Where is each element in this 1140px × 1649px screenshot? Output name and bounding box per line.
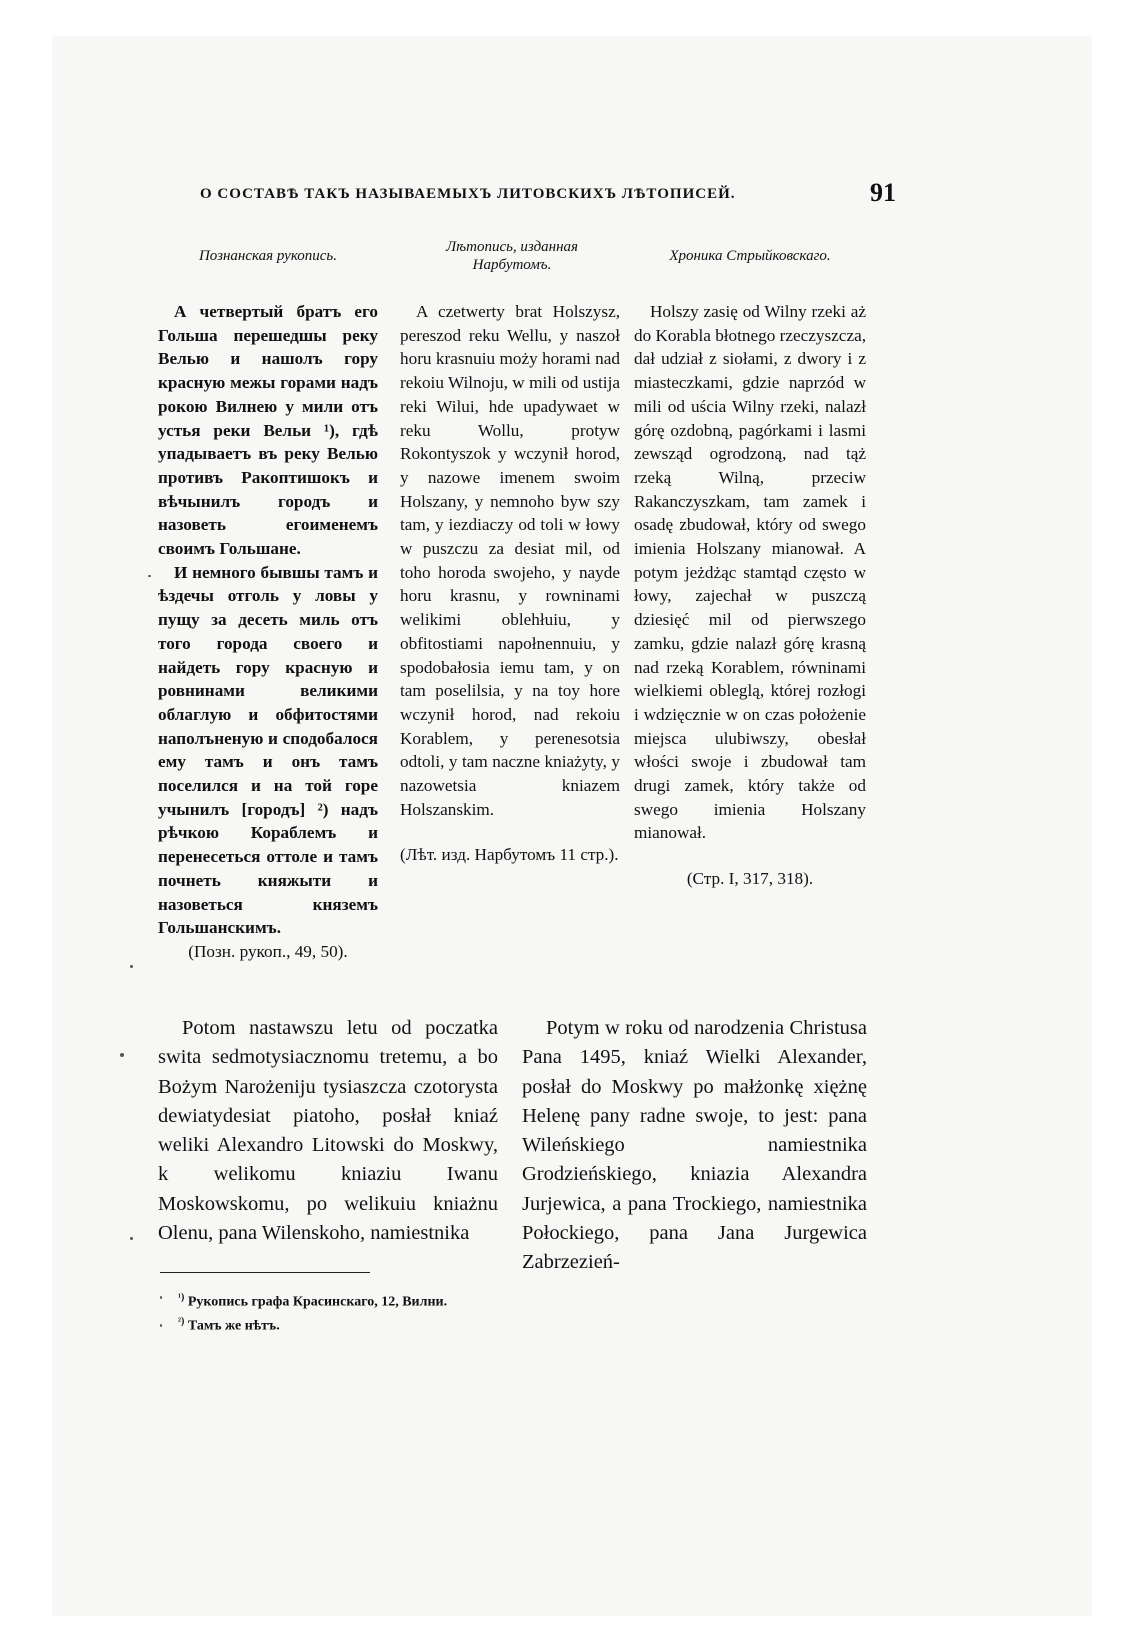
russian-paragraph-2: И немного бывшы тамъ и ѣздечы отголь у ловы у пущу за десеть миль отъ того города своего и найдеть гору красную и ровнинами великими облаглую и обфитостями наполъненую и сподобалося ему тамъ и онъ тамъ поселился и на той горе учынилъ [городъ] ²) надъ рѣчкою Кораблемъ и перенесеться оттоле и тамъ почнеть княжыти и назоветься княземъ Гольшанскимъ. xyxy=(158,562,378,938)
scan-speck xyxy=(160,1324,162,1327)
column-heading-stryjkowski: Хроника Стрыйковскаго. xyxy=(669,248,831,264)
scan-speck xyxy=(120,1053,124,1057)
footnote-2-mark: ²) xyxy=(178,1316,185,1327)
scan-speck xyxy=(130,1237,133,1240)
bottom-left-paragraph: Potom nastawszu letu od poczatka swita sedmotysiacznomu tretemu, a bo Bożym Narożeniju tysiaszcza czotorysta dewiatydesiat piatoho, posłał kniaź weliki Alexandro Litowski do Moskwy, k welikomu kniaziu Iwanu Moskowskomu, po welikuiu kniażnu Olenu, pana Wilenskoho, namiestnika xyxy=(158,1017,498,1245)
footnote-1 xyxy=(178,1292,447,1311)
column-heading-narbutt: Лѣтопись, изданная Нарбутомъ. xyxy=(445,239,579,273)
column-narbutt xyxy=(400,300,620,867)
stryjkowski-paragraph: Holszy zasię od Wilny rzeki aż do Korabla błotnego rzeczyszcza, dał udział z siołami, z dwory i z miasteczkami, gdzie naprzód w mili od uścia Wilny rzeki, nalazł górę ozdobną, pagórkami i lasmi zewsząd ogrodzoną, nad tąż rzeką Wilną, przeciw Rakanczyszkam, tam zamek i osadę zbudował, który od swego imienia Holszany mianował. A potym jeżdżąc stamtąd często w łowy, zajechał w puszczą dziesięć mil od pierwszego zamku, gdzie nalazł górę krasną nad rzeką Korablem, równinami wielkiemi obleglą, której rozłogi i wdzięcznie w on czas położenie miejsca ulubiwszy, obesłał włości swoje i zbudował tam drugi zamek, który także od swego imienia Holszany mianował. xyxy=(634,302,866,843)
narbutt-paragraph: A czetwerty brat Holszysz, pereszod reku Wellu, y naszoł horu krasnuiu możу horami nad rekoiu Wilnoju, w mili od ustija reki Wilui, hde upadywaet w reku Wollu, protyw Rokontyszok y wczynił horod, y nazowe imenem swoim Holszany, y nemnoho byw szy tam, y iezdiaczy od toli w łowy w puszczu za desiat mil, od toho horoda swojeho, y nayde horu krasnu, y rowninami welikimi oblehłuiu, y obfitostiami napołnennuiu, y spodobałosia iemu tam, y on tam poselilsia, y na toy hore wczynił horod, nad rekoiu Korablem, y perenesotsia odtoli, y tam naczne kniażyty, y nazowetsia kniazem Holszanskim. xyxy=(400,302,620,819)
column-russian xyxy=(158,300,378,964)
narbutt-reference: (Лѣт. изд. Нарбутомъ 11 стр.). xyxy=(400,845,619,865)
footnote-rule xyxy=(160,1272,370,1273)
footnote-2-text: Тамъ же нѣтъ. xyxy=(187,1318,280,1334)
footnote-1-mark: ¹) xyxy=(178,1292,185,1303)
page-number: 91 xyxy=(870,178,896,207)
scan-speck xyxy=(160,1296,162,1299)
footnote-1-text: Рукопись графа Красинскаго, 12, Вилни. xyxy=(187,1294,448,1310)
bottom-right-text xyxy=(522,1014,867,1278)
russian-paragraph-1: А четвертый братъ его Гольша перешедшы реку Велью и нашолъ гору красную межы горами надъ рокою Вилнею у мили отъ устья реки Вельи ¹), гдѣ упадываетъ въ реку Велью противъ Ракоптишокъ и вѣчынилъ городъ и назоветь егоименемъ своимъ Гольшане. xyxy=(158,302,378,559)
scan-speck xyxy=(130,965,133,968)
bottom-right-paragraph: Potym w roku od narodzenia Christusa Pana 1495, kniaź Wielki Alexander, posłał do Moskwy po małżonkę xiężnę Helenę pany radne swoje, to jest: pana Wileńskiego namiestnika Grodzieńskiego, kniazia Alexandra Jurjewica, a pana Trockiego, namiestnika Połockiego, pana Jana Jurgewica Zabrzezień- xyxy=(522,1017,867,1274)
footnote-2 xyxy=(178,1316,280,1335)
running-title: О СОСТАВѢ ТАКЪ НАЗЫВАЕМЫХЪ ЛИТОВСКИХЪ ЛѢТОПИСЕЙ. xyxy=(200,186,736,202)
bottom-left-text xyxy=(158,1014,498,1248)
scan-speck xyxy=(148,575,151,577)
column-heading-russian: Познанская рукопись. xyxy=(198,248,338,264)
stryjkowski-reference: (Стр. I, 317, 318). xyxy=(686,869,814,889)
column-stryjkowski xyxy=(634,300,866,891)
russian-reference: (Позн. рукоп., 49, 50). xyxy=(188,941,348,961)
